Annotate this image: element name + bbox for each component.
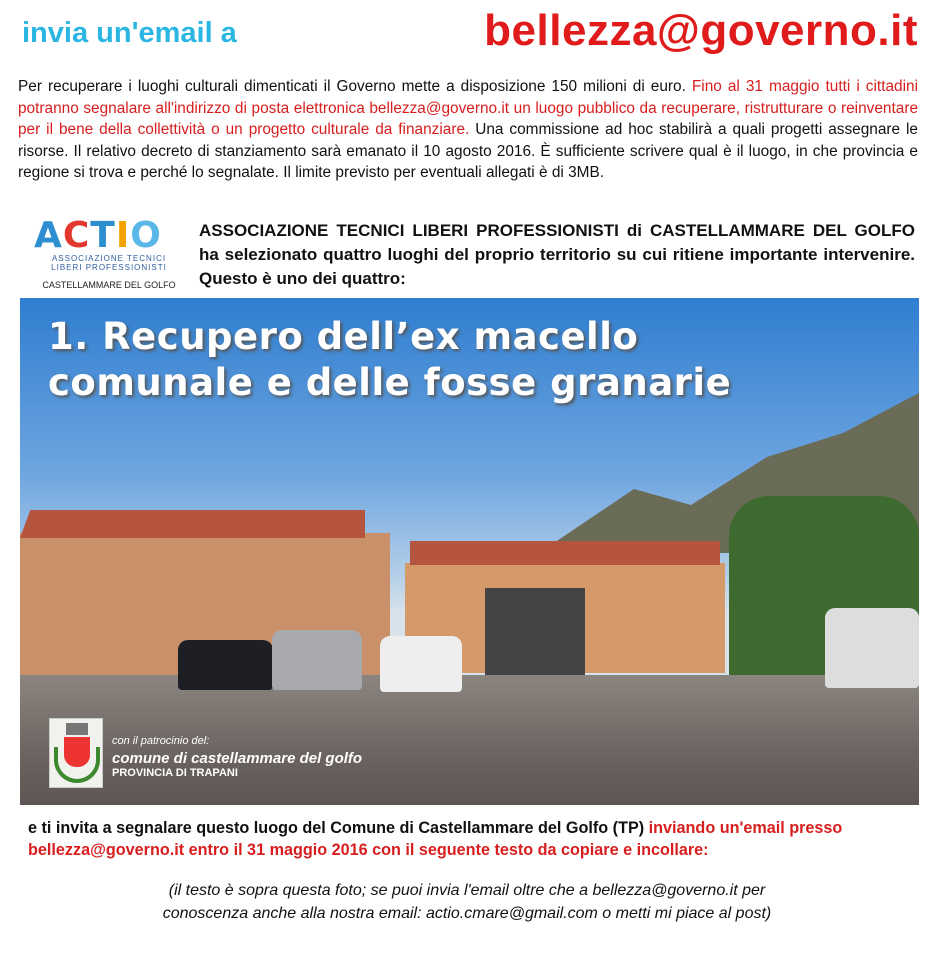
invite-red: inviando un'email presso bellezza@governo.it entro il 31 maggio 2016 con il seguente testo da copiare e incollare:: [28, 819, 843, 859]
car: [380, 636, 462, 692]
note: [0, 879, 934, 925]
coat-of-arms-icon: [49, 718, 103, 788]
logo-wordmark: ACTIO: [34, 215, 162, 256]
intro-text-3: Una commissione ad hoc stabilirà a quali progetti assegnare le risorse. Il relativo decreto di stanziamento sarà emanato il 10 agosto 2016. È sufficiente scrivere qual è il luogo, in che provincia e regione si trova e perché lo segnalate. Il limite previsto per eventuali allegati è di 3MB.: [18, 121, 918, 181]
patronage: [112, 735, 362, 779]
car: [178, 640, 273, 690]
intro-text-highlight: Fino al 31 maggio tutti i cittadini potranno segnalare all'indirizzo di posta elettronica bellezza@governo.it un luogo pubblico da recuperare, ristrutturare o reinventare per il bene della collettività o un progetto culturale da finanziare.: [18, 78, 918, 138]
car: [272, 630, 362, 690]
roof: [20, 510, 365, 538]
roof: [410, 541, 720, 565]
actio-logo: [34, 215, 189, 292]
intro-paragraph: [18, 76, 918, 184]
photo-title: [48, 314, 731, 406]
gate: [485, 588, 585, 678]
logo-location: CASTELLAMMARE DEL GOLFO: [42, 280, 176, 290]
photo-title-line-2: comunale e delle fosse granarie: [48, 361, 732, 404]
invite-text: [28, 817, 923, 861]
logo-line-2: LIBERI PROFESSIONISTI: [51, 263, 167, 272]
invite-black: e ti invita a segnalare questo luogo del Comune di Castellammare del Golfo (TP): [28, 819, 649, 837]
patronage-provincia: PROVINCIA DI TRAPANI: [112, 767, 238, 779]
logo-line-1: ASSOCIAZIONE TECNICI: [51, 254, 167, 263]
association-text: ASSOCIAZIONE TECNICI LIBERI PROFESSIONISTI di CASTELLAMMARE DEL GOLFO ha selezionato quattro luoghi del proprio territorio su cui ritiene importante intervenire. Questo è uno dei quattro:: [199, 221, 915, 288]
photo-title-line-1: 1. Recupero dell’ex macello: [48, 315, 639, 358]
intro-text-1: Per recuperare i luoghi culturali dimenticati il Governo mette a disposizione 150 milioni di euro.: [18, 78, 692, 95]
note-line-2: conoscenza anche alla nostra email: actio.cmare@gmail.com o metti mi piace al post): [162, 905, 772, 922]
patronage-comune: comune di castellammare del golfo: [112, 750, 363, 767]
van: [825, 608, 919, 688]
note-line-1: (il testo è sopra questa foto; se puoi invia l'email oltre che a bellezza@governo.it per: [168, 882, 766, 899]
header-email: bellezza@governo.it: [484, 6, 918, 55]
patronage-label: con il patrocinio del:: [112, 735, 210, 747]
site-photo: [20, 298, 919, 805]
header-invite-text: invia un'email a: [22, 17, 237, 49]
